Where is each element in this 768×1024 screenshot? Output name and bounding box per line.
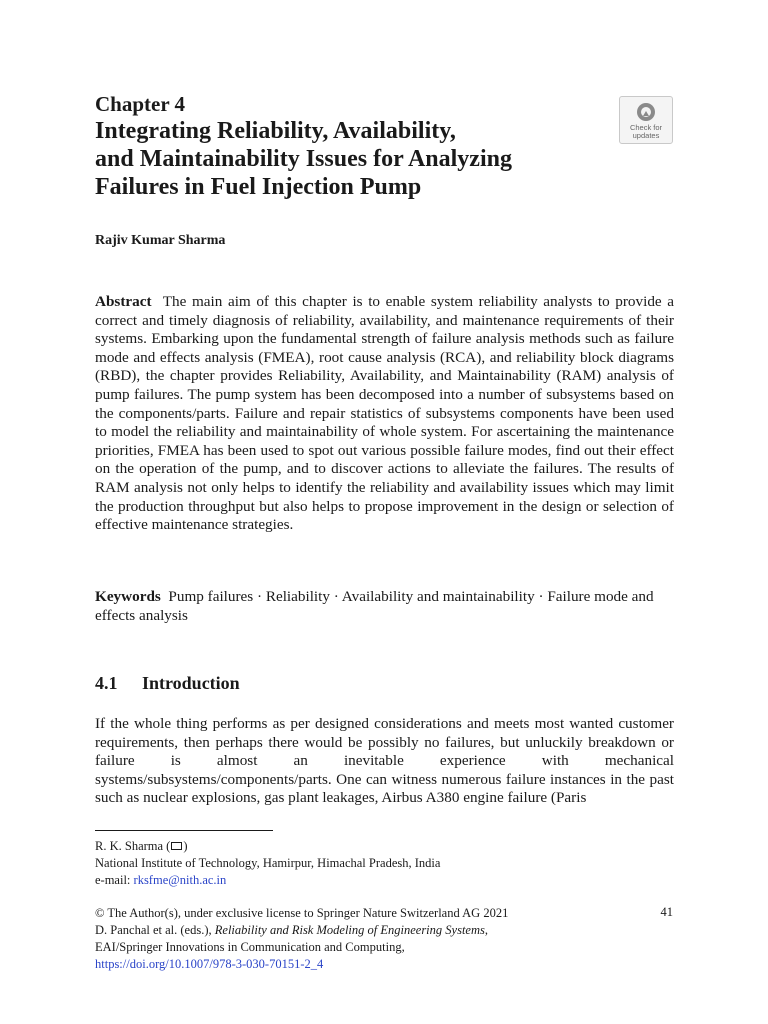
email-label: e-mail: <box>95 873 134 887</box>
chapter-title-line: and Maintainability Issues for Analyzing <box>95 146 512 172</box>
footnote-divider <box>95 830 273 831</box>
check-for-updates-icon <box>636 102 656 122</box>
section-heading <box>95 673 240 694</box>
section-number: 4.1 <box>95 673 118 693</box>
footnote-email-line <box>95 872 674 889</box>
keywords-heading: Keywords <box>95 588 161 605</box>
footnote-author-close: ) <box>183 839 188 853</box>
envelope-icon <box>171 842 182 850</box>
section-title: Introduction <box>142 673 240 693</box>
chapter-number: Chapter 4 <box>95 92 186 116</box>
citation-comma: , <box>484 923 488 937</box>
copyright-block <box>95 905 674 973</box>
footnote-author: R. K. Sharma ( <box>95 839 171 853</box>
page-number: 41 <box>660 905 673 919</box>
footnote-author-line <box>95 838 674 855</box>
abstract-heading: Abstract <box>95 293 152 310</box>
badge-line: Check for <box>629 123 663 132</box>
chapter-title <box>95 117 615 201</box>
doi-link[interactable]: https://doi.org/10.1007/978-3-030-70151-2_4 <box>95 957 324 971</box>
abstract-text: The main aim of this chapter is to enable system reliability analysts to provide a correct and timely diagnosis of reliability, availability, and maintenance requirements of their systems. Embarking upon the fundamental strength of failure analysis methods such as failure mode and effects analysis (FMEA), root cause analysis (RCA), and reliability block diagrams (RBD), the chapter provides Reliability, Availability, and Maintainability (RAM) analysis of pump failures. The pump system has been decomposed into a number of subsystems based on the components/parts. Failure and repair statistics of subsystems components have been used to model the reliability and maintainability of whole system. For ascertaining the maintenance priorities, FMEA has been used to spot out various possible failure modes, find out their effect on the operation of the pump, and to discover actions to alleviate the failures. The results of RAM analysis not only helps to identify the reliability and availability issues which may limit the production throughput but also helps to propose improvement in the design or selection of effective maintenance strategies. <box>95 293 675 534</box>
citation-line <box>95 922 674 939</box>
email-link[interactable]: rksfme@nith.ac.in <box>133 873 227 887</box>
check-for-updates-label <box>620 124 672 140</box>
chapter-title-line: Failures in Fuel Injection Pump <box>95 174 422 200</box>
series-line: EAI/Springer Innovations in Communication and Computing, <box>95 940 405 954</box>
check-for-updates-badge[interactable] <box>619 96 673 144</box>
introduction-text: If the whole thing performs as per designed considerations and meets most wanted customer requirements, then perhaps there would be possibly no failures, but unluckily breakdown or failure is almost an inevitable experience with mechanical systems/subsystems/components/parts. One can witness numerous failure instances in the past such as nuclear explosions, gas plant leakages, Airbus A380 engine failure (Paris <box>95 715 674 807</box>
author-footnote <box>95 838 674 889</box>
chapter-title-line: Integrating Reliability, Availability, <box>95 118 456 144</box>
copyright-line: © The Author(s), under exclusive license to Springer Nature Switzerland AG 2021 <box>95 906 509 920</box>
book-title: Reliability and Risk Modeling of Engineering Systems <box>214 923 485 937</box>
keywords <box>95 588 674 625</box>
badge-line: updates <box>632 131 660 140</box>
abstract <box>95 293 674 535</box>
keywords-text: Pump failures · Reliability · Availability and maintainability · Failure mode and effects analysis <box>95 588 654 624</box>
footnote-affiliation: National Institute of Technology, Hamirpur, Himachal Pradesh, India <box>95 856 441 870</box>
citation-editors: D. Panchal et al. (eds.), <box>95 923 215 937</box>
author-name: Rajiv Kumar Sharma <box>95 233 226 248</box>
